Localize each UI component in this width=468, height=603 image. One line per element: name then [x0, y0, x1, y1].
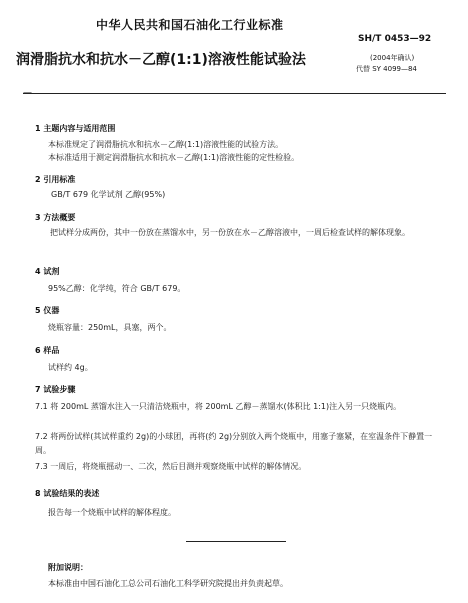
section-line: 95%乙醇：化学纯，符合 GB/T 679。 [48, 284, 186, 293]
reaffirmed-note: (2004年确认) [370, 54, 415, 62]
section-line: 报告每一个烧瓶中试样的解体程度。 [48, 508, 176, 517]
section-line: 本标准规定了润滑脂抗水和抗水－乙醇(1:1)溶液性能的试验方法。 [48, 140, 284, 149]
section-paragraph: 7.1 将 200mL 蒸馏水注入一只清洁烧瓶中，将 200mL 乙醇－蒸馏水(体积比 1:1)注入另一只烧瓶内。 [35, 402, 402, 411]
notes-heading: 附加说明： [48, 563, 88, 572]
section-line: 本标准适用于测定润滑脂抗水和抗水－乙醇(1:1)溶液性能的定性检验。 [48, 153, 300, 162]
section-heading: 1 主题内容与适用范围 [35, 124, 116, 133]
section-paragraph: 7.2 将两份试样(其试样重约 2g)的小球团，再将(约 2g)分别放入两个烧瓶中，用塞子塞紧，在室温条件下静置一周。 [35, 432, 433, 455]
section-heading: 5 仪器 [35, 306, 60, 315]
replaces-note: 代替 SY 4099—84 [356, 65, 417, 73]
section-heading: 2 引用标准 [35, 175, 76, 184]
doc-number: SH/T 0453—92 [358, 34, 432, 44]
end-separator [186, 541, 286, 542]
section-heading: 6 样品 [35, 346, 60, 355]
section-line: 试样约 4g。 [48, 363, 93, 372]
page-title: 润滑脂抗水和抗水－乙醇(1:1)溶液性能试验法 [16, 52, 306, 68]
notes-line: 本标准由中国石油化工总公司石油化工科学研究院提出并负责起草。 [48, 579, 288, 588]
section-heading: 8 试验结果的表述 [35, 489, 100, 498]
section-line: 烧瓶容量：250mL，具塞，两个。 [48, 323, 172, 332]
header-rule [23, 93, 446, 94]
standard-type: 中华人民共和国石油化工行业标准 [96, 18, 284, 32]
title-dash: — [23, 88, 32, 98]
section-heading: 3 方法概要 [35, 213, 76, 222]
section-heading: 7 试验步骤 [35, 385, 76, 394]
section-heading: 4 试剂 [35, 267, 60, 276]
section-paragraph: 把试样分成两份，其中一份放在蒸馏水中，另一份放在水－乙醇溶液中，一周后检查试样的解体现象。 [50, 228, 410, 237]
section-paragraph: 7.3 一周后，将烧瓶摇动一、二次，然后目测并观察烧瓶中试样的解体情况。 [35, 462, 307, 471]
section-line: GB/T 679 化学试剂 乙醇(95%) [51, 190, 166, 199]
